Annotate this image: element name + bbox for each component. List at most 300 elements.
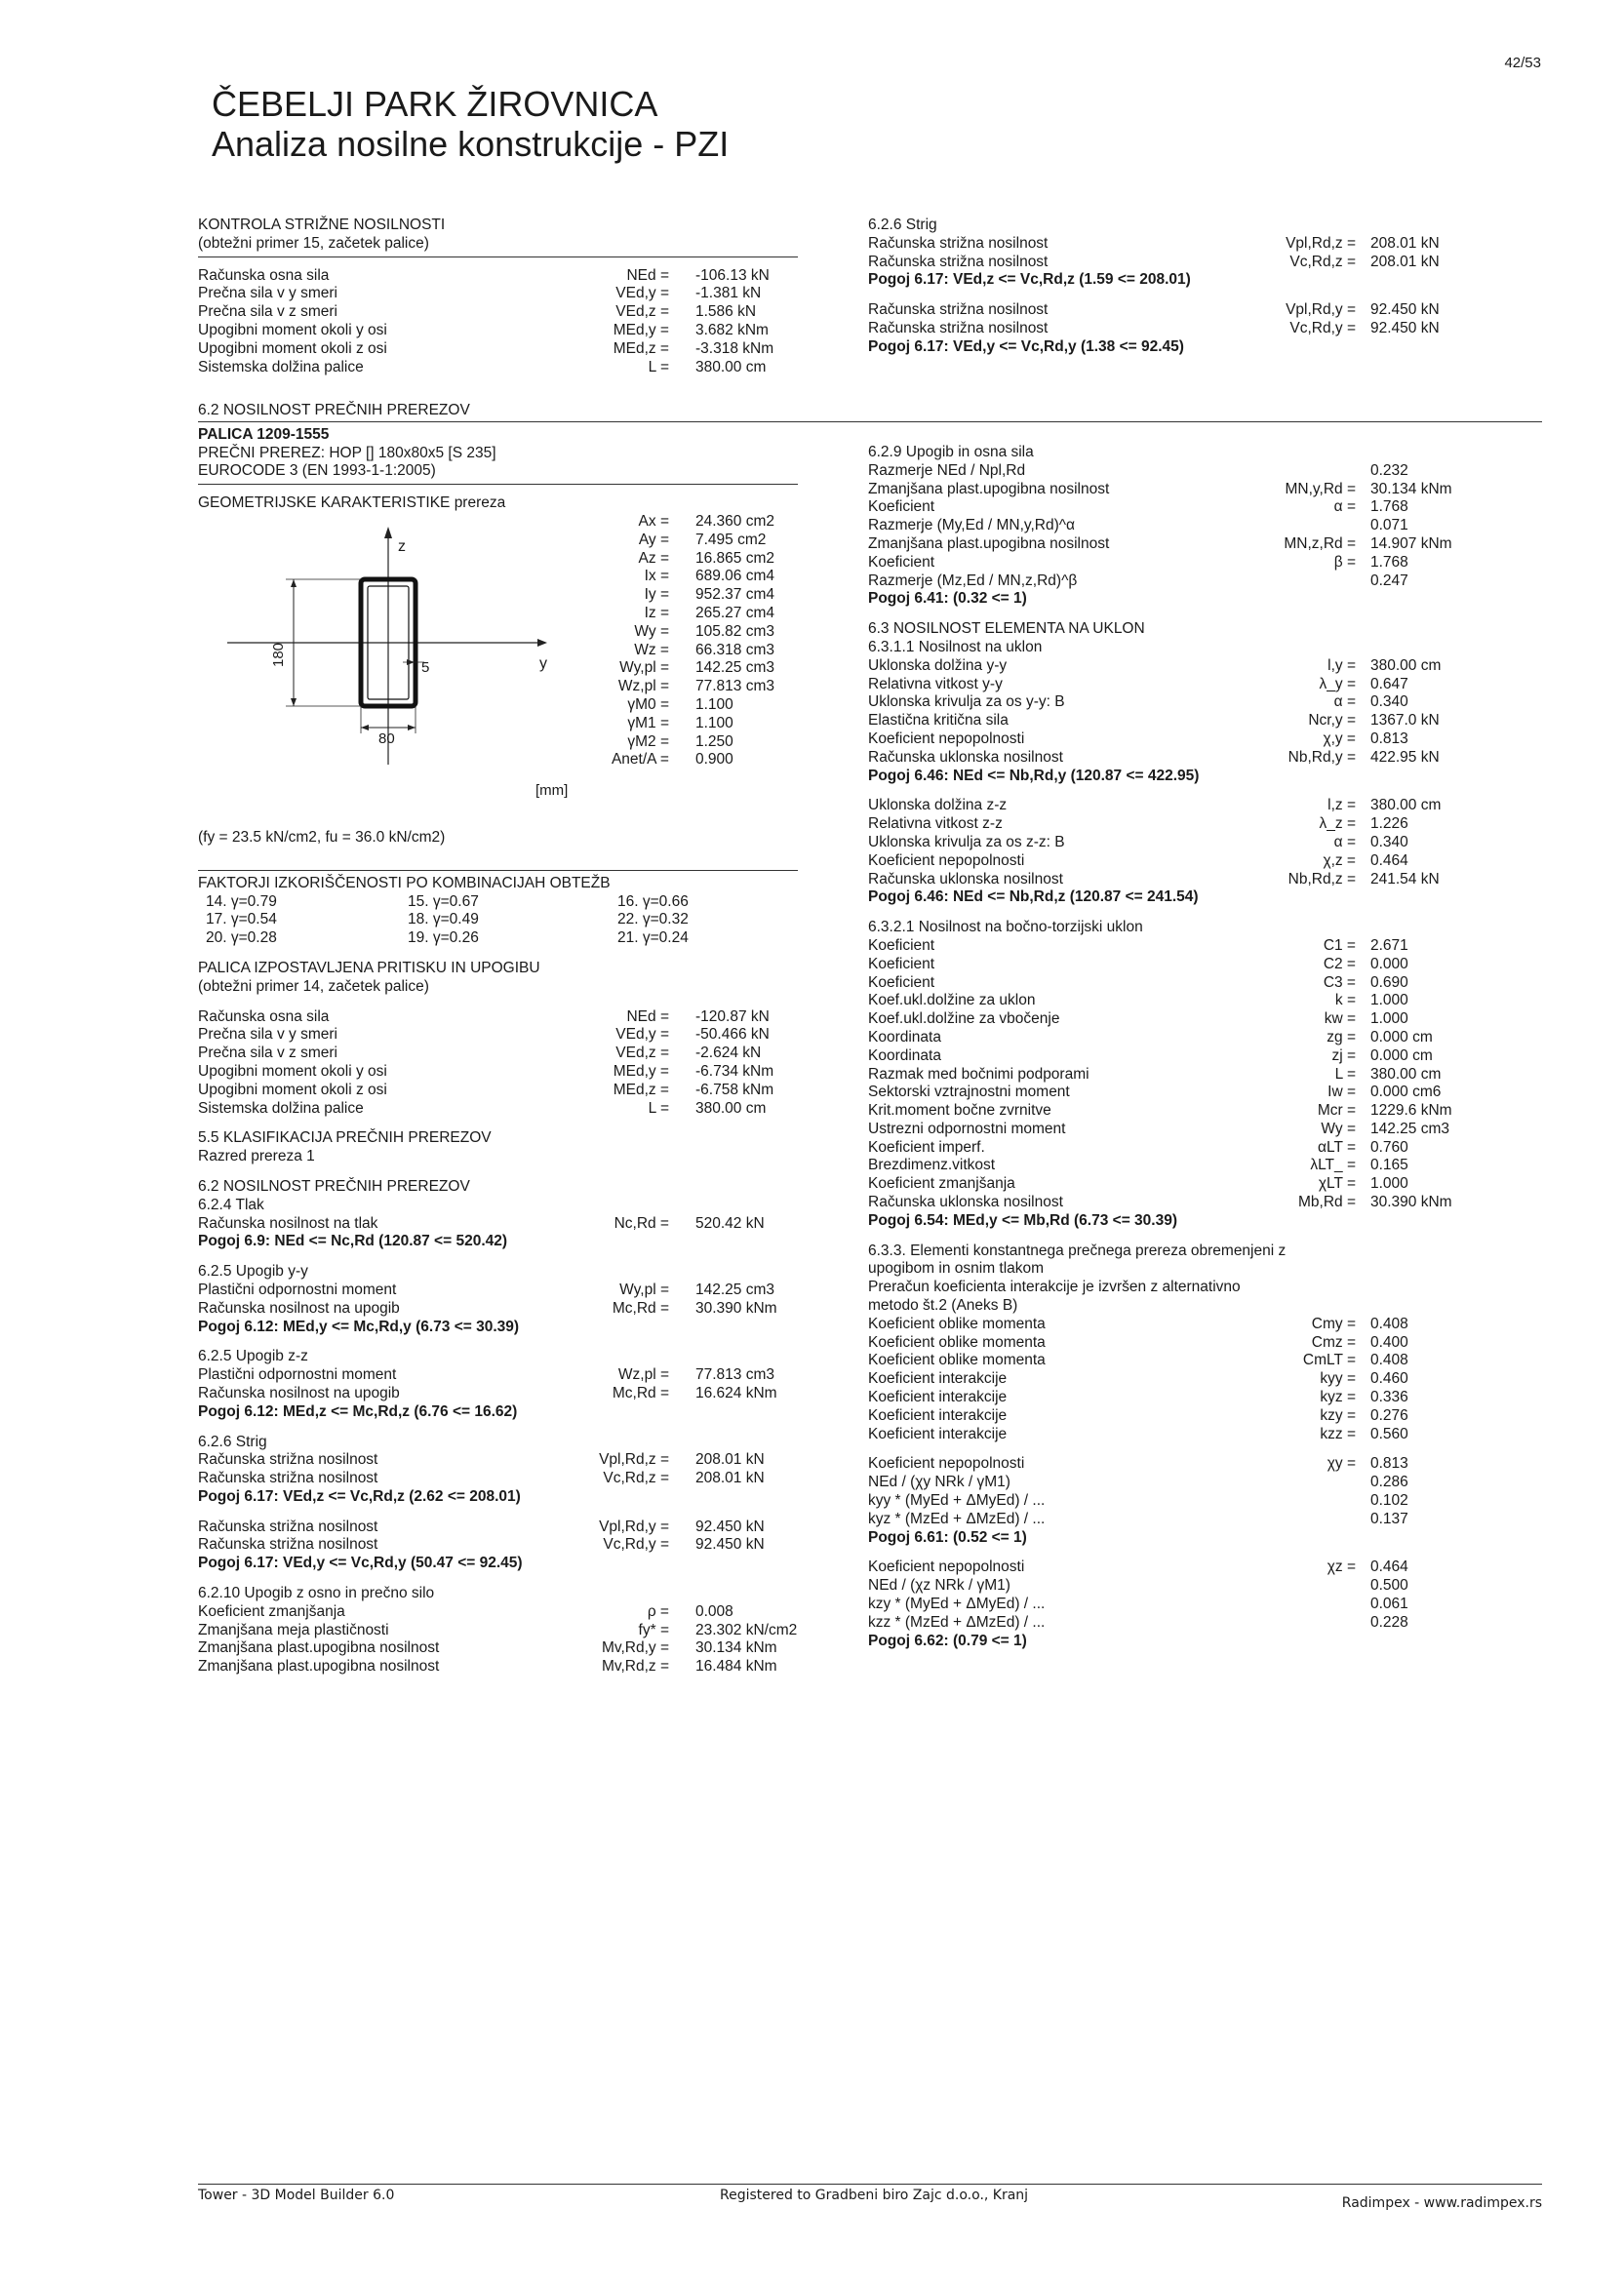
- row-value: 1.586 kN: [695, 303, 757, 321]
- subsection-title: 6.3.1.1 Nosilnost na uklon: [868, 638, 1043, 655]
- row-label: Koeficient oblike momenta: [868, 1315, 1046, 1332]
- row-value: 92.450 kN: [1370, 319, 1440, 336]
- subsection-title: 6.2.5 Upogib z-z: [198, 1348, 308, 1365]
- row-value: 0.400: [1370, 1333, 1408, 1351]
- check-line: Pogoj 6.17: VEd,y <= Vc,Rd,y (1.38 <= 92.45): [868, 337, 1184, 355]
- row-label: Računska nosilnost na upogib: [198, 1299, 400, 1317]
- right-column: [868, 217, 1551, 357]
- geometry-symbol: Wz =: [634, 641, 669, 658]
- geometry-row: [198, 678, 803, 696]
- data-row: [198, 1082, 803, 1100]
- row-label: Uklonska dolžina z-z: [868, 797, 1008, 814]
- row-symbol: zj =: [1331, 1046, 1356, 1064]
- data-row: [198, 1536, 803, 1555]
- divider: [198, 870, 798, 871]
- row-value: 0.102: [1370, 1492, 1408, 1510]
- fy-note: (fy = 23.5 kN/cm2, fu = 36.0 kN/cm2): [198, 828, 446, 846]
- row-label: Koeficient nepopolnosti: [868, 730, 1025, 747]
- geometry-symbol: γM2 =: [627, 732, 669, 750]
- axis-z-label: z: [398, 537, 406, 555]
- data-row: [868, 1316, 1551, 1334]
- section-subheading: (obtežni primer 15, začetek palice): [198, 234, 429, 252]
- factor-row: [198, 893, 803, 912]
- row-symbol: C3 =: [1323, 973, 1356, 991]
- subsection-title: 6.3.2.1 Nosilnost na bočno-torzijski uklon: [868, 919, 1143, 936]
- data-row: [198, 322, 803, 340]
- row-label: Zmanjšana plast.upogibna nosilnost: [868, 534, 1110, 552]
- left-column: [198, 217, 803, 398]
- row-label: Upogibni moment okoli y osi: [198, 1062, 387, 1080]
- row-symbol: Nb,Rd,y =: [1287, 748, 1356, 766]
- row-label: Uklonska dolžina y-y: [868, 656, 1008, 674]
- row-value: 0.647: [1370, 675, 1408, 692]
- row-value: 92.450 kN: [695, 1518, 765, 1535]
- geometry-value: 105.82 cm3: [695, 622, 774, 640]
- row-label: kzz * (MzEd + ΔMzEd) / ...: [868, 1613, 1046, 1631]
- row-label: kyy * (MyEd + ΔMyEd) / ...: [868, 1492, 1046, 1510]
- row-value: -6.734 kNm: [695, 1062, 774, 1080]
- row-label: Elastična kritična sila: [868, 712, 1009, 730]
- data-row: [868, 1175, 1551, 1194]
- row-value: 0.500: [1370, 1577, 1408, 1595]
- footer-registration: Registered to Gradbeni biro Zajc d.o.o., Kranj: [720, 2188, 1029, 2203]
- data-row: [868, 956, 1551, 974]
- row-value: 3.682 kNm: [695, 321, 769, 338]
- row-label: Računska strižna nosilnost: [198, 1536, 378, 1554]
- geometry-value: 0.900: [695, 751, 733, 769]
- section-heading: KONTROLA STRIŽNE NOSILNOSTI: [198, 217, 446, 233]
- row-label: Koef.ukl.dolžine za vbočenje: [868, 1010, 1060, 1028]
- row-value: 30.134 kNm: [1370, 480, 1452, 497]
- subsection-title: 6.2.9 Upogib in osna sila: [868, 444, 1034, 460]
- data-row: [868, 498, 1551, 517]
- footer-software: Tower - 3D Model Builder 6.0: [198, 2188, 395, 2203]
- data-row: [868, 320, 1551, 338]
- row-value: -6.758 kNm: [695, 1081, 774, 1098]
- row-label: Računska uklonska nosilnost: [868, 870, 1063, 888]
- geometry-row: [198, 605, 803, 623]
- check-line: Pogoj 6.61: (0.52 <= 1): [868, 1528, 1027, 1546]
- data-row: [868, 815, 1551, 834]
- row-value: -120.87 kN: [695, 1007, 770, 1025]
- check-line: Pogoj 6.41: (0.32 <= 1): [868, 590, 1027, 608]
- row-label: Koeficient: [868, 498, 935, 516]
- member-title: PALICA 1209-1555: [198, 425, 330, 443]
- row-value: 0.286: [1370, 1474, 1408, 1491]
- check-line: Pogoj 6.54: MEd,y <= Mb,Rd (6.73 <= 30.39): [868, 1211, 1178, 1229]
- row-symbol: Ncr,y =: [1308, 712, 1356, 730]
- data-row: [868, 1139, 1551, 1158]
- row-symbol: VEd,z =: [615, 1045, 669, 1062]
- geometry-value: 142.25 cm3: [695, 659, 774, 677]
- row-value: 16.624 kNm: [695, 1384, 777, 1401]
- row-symbol: Mb,Rd =: [1297, 1194, 1356, 1211]
- row-symbol: kyz =: [1320, 1389, 1356, 1406]
- row-symbol: Nb,Rd,z =: [1287, 870, 1356, 888]
- row-symbol: Vc,Rd,z =: [1289, 253, 1356, 270]
- row-value: 92.450 kN: [1370, 301, 1440, 319]
- geometry-row: [198, 733, 803, 752]
- row-symbol: Vpl,Rd,z =: [599, 1451, 669, 1469]
- row-symbol: NEd =: [626, 266, 669, 284]
- data-row: [198, 340, 803, 359]
- data-row: [198, 1470, 803, 1488]
- row-value: -2.624 kN: [695, 1045, 762, 1062]
- shear-rows-2: [198, 1519, 803, 1556]
- row-value: 0.340: [1370, 693, 1408, 711]
- row-symbol: χ,y =: [1323, 730, 1356, 747]
- row-value: 1.226: [1370, 815, 1408, 833]
- factor-cell: 16. γ=0.66: [617, 892, 689, 910]
- row-label: kzy * (MyEd + ΔMyEd) / ...: [868, 1596, 1046, 1613]
- geometry-value: 952.37 cm4: [695, 586, 774, 604]
- row-value: 0.760: [1370, 1138, 1408, 1156]
- row-value: 2.671: [1370, 936, 1408, 954]
- section-subheading: (obtežni primer 14, začetek palice): [198, 977, 429, 995]
- subsection-title: 6.2.6 Strig: [198, 1433, 267, 1450]
- factor-cell: 17. γ=0.54: [206, 911, 277, 928]
- row-value: 0.340: [1370, 833, 1408, 850]
- page-number: 42/53: [1504, 55, 1541, 71]
- row-label: Računska osna sila: [198, 1007, 330, 1025]
- row-value: 380.00 cm: [1370, 656, 1442, 674]
- row-symbol: Wy,pl =: [619, 1281, 669, 1298]
- row-value: 14.907 kNm: [1370, 534, 1452, 552]
- row-label: Sistemska dolžina palice: [198, 358, 364, 375]
- check-line: Pogoj 6.62: (0.79 <= 1): [868, 1632, 1027, 1649]
- thickness-dim-label: 5: [421, 658, 430, 676]
- geometry-row: [198, 568, 803, 586]
- data-row: [198, 359, 803, 377]
- geometry-symbol: Wy =: [634, 622, 669, 640]
- row-value: 0.408: [1370, 1352, 1408, 1369]
- data-row: [868, 462, 1551, 481]
- row-value: 0.408: [1370, 1315, 1408, 1332]
- row-label: Uklonska krivulja za os z-z: B: [868, 833, 1065, 850]
- row-label: Ustrezni odpornostni moment: [868, 1120, 1066, 1137]
- interaction-coefficients: [868, 1316, 1551, 1444]
- data-row: [868, 1066, 1551, 1085]
- geometry-value: 7.495 cm2: [695, 531, 767, 548]
- data-row: [868, 937, 1551, 956]
- row-label: Koeficient nepopolnosti: [868, 851, 1025, 869]
- check-line: Pogoj 6.17: VEd,z <= Vc,Rd,z (2.62 <= 208.01): [198, 1487, 521, 1505]
- row-value: 0.000 cm: [1370, 1028, 1433, 1045]
- row-label: Koeficient: [868, 553, 935, 571]
- left-column-lower: [198, 402, 803, 1677]
- row-symbol: χ,z =: [1323, 851, 1356, 869]
- row-value: 380.00 cm: [695, 358, 767, 375]
- row-value: 0.000 cm: [1370, 1046, 1433, 1064]
- data-row: [868, 730, 1551, 749]
- bending-z-rows: [198, 1366, 803, 1403]
- row-symbol: Mv,Rd,z =: [601, 1658, 669, 1676]
- divider: [198, 484, 798, 485]
- data-row: [868, 1370, 1551, 1389]
- row-label: kyz * (MzEd + ΔMzEd) / ...: [868, 1510, 1046, 1527]
- row-value: 0.071: [1370, 517, 1408, 534]
- row-value: 208.01 kN: [1370, 253, 1440, 270]
- row-value: 1367.0 kN: [1370, 712, 1440, 730]
- data-row: [868, 1407, 1551, 1426]
- geometry-row: [198, 715, 803, 733]
- subsection-title: 6.2.4 Tlak: [198, 1196, 264, 1213]
- geometry-row: [198, 550, 803, 569]
- code-reference: EUROCODE 3 (EN 1993-1-1:2005): [198, 462, 436, 480]
- factor-cell: 19. γ=0.26: [408, 929, 479, 947]
- row-label: Zmanjšana plast.upogibna nosilnost: [198, 1639, 440, 1657]
- geometry-value: 1.100: [695, 714, 733, 731]
- data-row: [868, 1121, 1551, 1139]
- geometry-value: 66.318 cm3: [695, 641, 774, 658]
- data-row: [868, 1084, 1551, 1102]
- data-row: [868, 974, 1551, 993]
- row-label: Zmanjšana meja plastičnosti: [198, 1621, 389, 1638]
- row-label: Računska uklonska nosilnost: [868, 748, 1063, 766]
- data-row: [198, 1063, 803, 1082]
- row-symbol: k =: [1334, 992, 1356, 1009]
- geometry-block: z y 180 80 5 [mm] Ax = 24.360 cm2 Ay = 7.495 cm2 Az = 16.865 cm2 Ix = 689.06 cm4 Iy = 952.37 cm4 Iz = 265.27 cm4 Wy = 105.82 cm3 Wz = 66.318 cm3 Wy,pl = 142.25 cm3 Wz,pl = 77.813 cm3 γM0 = 1.100 γM1 = 1.100 γM2 = 1.250 Anet/A = 0.900: [198, 521, 803, 843]
- shear-rows-1: [198, 1451, 803, 1488]
- row-label: Upogibni moment okoli z osi: [198, 1081, 387, 1098]
- subsection-note: metodo št.2 (Aneks B): [868, 1297, 1018, 1315]
- row-symbol: CmLT =: [1302, 1352, 1356, 1369]
- row-label: NEd / (χz NRk / γM1): [868, 1577, 1010, 1595]
- row-symbol: l,z =: [1327, 797, 1356, 814]
- width-dim-label: 80: [378, 730, 395, 747]
- row-value: 0.460: [1370, 1370, 1408, 1388]
- row-value: 1.000: [1370, 1010, 1408, 1028]
- data-row: [198, 1008, 803, 1027]
- row-label: Računska strižna nosilnost: [868, 253, 1049, 270]
- row-value: 0.232: [1370, 461, 1408, 479]
- buckling-y-rows: [868, 657, 1551, 768]
- geometry-row: [198, 623, 803, 642]
- row-value: 0.137: [1370, 1510, 1408, 1527]
- data-row: [198, 1282, 803, 1300]
- data-row: [868, 749, 1551, 768]
- data-row: [868, 1389, 1551, 1407]
- geometry-symbol: Ax =: [638, 512, 669, 530]
- geometry-symbol: γM0 =: [627, 695, 669, 713]
- row-symbol: Vpl,Rd,z =: [1286, 234, 1356, 252]
- row-value: 0.247: [1370, 572, 1408, 589]
- unit-label: [mm]: [535, 781, 569, 799]
- footer-divider: [198, 2184, 1542, 2185]
- row-value: 30.134 kNm: [695, 1639, 777, 1657]
- row-label: Koeficient imperf.: [868, 1138, 985, 1156]
- factor-cell: 21. γ=0.24: [617, 929, 689, 947]
- check-line: Pogoj 6.12: MEd,z <= Mc,Rd,z (6.76 <= 16.62): [198, 1402, 518, 1420]
- section-heading: 6.3 NOSILNOST ELEMENTA NA UKLON: [868, 620, 1145, 638]
- data-row: [868, 797, 1551, 815]
- data-row: [868, 235, 1551, 254]
- row-value: 208.01 kN: [695, 1451, 765, 1469]
- row-label: Koeficient interakcije: [868, 1406, 1008, 1424]
- row-value: 1.000: [1370, 992, 1408, 1009]
- row-label: Upogibni moment okoli y osi: [198, 321, 387, 338]
- row-symbol: Cmy =: [1311, 1315, 1356, 1332]
- row-value: 1.768: [1370, 553, 1408, 571]
- data-row: [198, 1519, 803, 1537]
- row-symbol: Cmz =: [1311, 1333, 1356, 1351]
- row-label: Koeficient interakcije: [868, 1370, 1008, 1388]
- row-value: 0.061: [1370, 1596, 1408, 1613]
- bending-y-rows: [198, 1282, 803, 1319]
- row-symbol: L =: [648, 1099, 669, 1117]
- row-value: 92.450 kN: [695, 1536, 765, 1554]
- row-value: 30.390 kNm: [695, 1299, 777, 1317]
- row-symbol: kzy =: [1320, 1406, 1356, 1424]
- row-label: Koeficient interakcije: [868, 1389, 1008, 1406]
- geometry-row: [198, 586, 803, 605]
- row-label: Koeficient zmanjšanja: [198, 1602, 345, 1620]
- geometry-symbol: Anet/A =: [611, 751, 669, 769]
- data-row: [868, 1455, 1551, 1474]
- factor-cell: 20. γ=0.28: [206, 929, 277, 947]
- row-label: Relativna vitkost z-z: [868, 815, 1003, 833]
- data-row: [868, 1614, 1551, 1633]
- subsection-title: 6.2.6 Strig: [868, 217, 937, 233]
- compression-rows: [198, 1215, 803, 1234]
- geometry-value: 689.06 cm4: [695, 568, 774, 585]
- row-symbol: C1 =: [1323, 936, 1356, 954]
- row-symbol: χLT =: [1318, 1175, 1356, 1193]
- factor-row: [198, 911, 803, 929]
- factor-cell: 15. γ=0.67: [408, 892, 479, 910]
- row-label: Računska osna sila: [198, 266, 330, 284]
- row-symbol: Mc,Rd =: [612, 1384, 669, 1401]
- data-row: [868, 1157, 1551, 1175]
- row-symbol: L =: [1334, 1065, 1356, 1083]
- bending-axial-rows: [868, 462, 1551, 591]
- data-row: [868, 871, 1551, 889]
- row-label: Prečna sila v z smeri: [198, 303, 337, 321]
- row-label: Računska nosilnost na upogib: [198, 1384, 400, 1401]
- row-value: 0.464: [1370, 1558, 1408, 1576]
- data-row: [198, 1045, 803, 1063]
- data-row: [868, 1511, 1551, 1529]
- data-row: [868, 676, 1551, 694]
- interaction-y-rows: [868, 1455, 1551, 1528]
- row-label: Koeficient nepopolnosti: [868, 1558, 1025, 1576]
- row-value: -1.381 kN: [695, 285, 762, 302]
- row-label: Razmerje (My,Ed / MN,y,Rd)^α: [868, 517, 1076, 534]
- row-label: Koeficient: [868, 973, 935, 991]
- data-row: [198, 1385, 803, 1403]
- row-value: 0.690: [1370, 973, 1408, 991]
- row-value: 0.560: [1370, 1425, 1408, 1442]
- row-label: Koeficient: [868, 936, 935, 954]
- divider: [198, 256, 798, 257]
- row-label: NEd / (χy NRk / γM1): [868, 1474, 1010, 1491]
- check-line: Pogoj 6.46: NEd <= Nb,Rd,y (120.87 <= 422.95): [868, 767, 1200, 784]
- row-symbol: Wy =: [1321, 1120, 1356, 1137]
- row-label: Koordinata: [868, 1046, 941, 1064]
- row-symbol: ρ =: [647, 1602, 669, 1620]
- row-label: Koeficient nepopolnosti: [868, 1455, 1025, 1473]
- geometry-row: [198, 513, 803, 532]
- geometry-row: [198, 696, 803, 715]
- row-symbol: kyy =: [1320, 1370, 1356, 1388]
- row-value: 0.008: [695, 1602, 733, 1620]
- data-row: [198, 285, 803, 303]
- geometry-value: 16.865 cm2: [695, 549, 774, 567]
- section-heading: 6.2 NOSILNOST PREČNIH PREREZOV: [198, 402, 470, 418]
- shear-rows-right-1: [868, 235, 1551, 272]
- data-row: [868, 992, 1551, 1010]
- geometry-value: 1.100: [695, 695, 733, 713]
- factor-cell: 18. γ=0.49: [408, 911, 479, 928]
- data-row: [868, 1047, 1551, 1066]
- row-value: 0.813: [1370, 1455, 1408, 1473]
- section-heading: PALICA IZPOSTAVLJENA PRITISKU IN UPOGIBU: [198, 959, 540, 976]
- row-label: Koeficient interakcije: [868, 1425, 1008, 1442]
- data-row: [868, 572, 1551, 591]
- row-symbol: λ_z =: [1319, 815, 1356, 833]
- row-symbol: zg =: [1327, 1028, 1356, 1045]
- footer-vendor: Radimpex - www.radimpex.rs: [1341, 2195, 1542, 2211]
- row-value: 0.000 cm6: [1370, 1084, 1442, 1101]
- axis-y-label: y: [539, 654, 547, 672]
- data-row: [198, 1300, 803, 1319]
- row-value: 30.390 kNm: [1370, 1194, 1452, 1211]
- row-label: Zmanjšana plast.upogibna nosilnost: [868, 480, 1110, 497]
- row-value: 0.464: [1370, 851, 1408, 869]
- data-row: [198, 1366, 803, 1385]
- bending-axial-shear-rows: [198, 1603, 803, 1677]
- data-row: [198, 303, 803, 322]
- data-row: [198, 1100, 803, 1119]
- factor-cell: 14. γ=0.79: [206, 892, 277, 910]
- data-row: [868, 254, 1551, 272]
- row-value: 380.00 cm: [1370, 1065, 1442, 1083]
- row-value: 380.00 cm: [695, 1099, 767, 1117]
- row-value: 142.25 cm3: [695, 1281, 774, 1298]
- factor-row: [198, 929, 803, 948]
- row-label: Prečna sila v y smeri: [198, 285, 337, 302]
- row-value: 208.01 kN: [1370, 234, 1440, 252]
- document-title: ČEBELJI PARK ŽIROVNICA: [212, 84, 658, 124]
- row-label: Razmerje (Mz,Ed / MN,z,Rd)^β: [868, 572, 1078, 589]
- data-row: [868, 1334, 1551, 1353]
- data-row: [868, 852, 1551, 871]
- data-row: [868, 1492, 1551, 1511]
- check-line: Pogoj 6.17: VEd,y <= Vc,Rd,y (50.47 <= 92.45): [198, 1555, 523, 1572]
- lateral-torsional-rows: [868, 937, 1551, 1212]
- row-symbol: Mc,Rd =: [612, 1299, 669, 1317]
- forces-list-2: [198, 1008, 803, 1119]
- row-symbol: MEd,z =: [613, 339, 669, 357]
- row-symbol: kw =: [1324, 1010, 1356, 1028]
- row-value: 0.813: [1370, 730, 1408, 747]
- data-row: [868, 1426, 1551, 1444]
- row-value: 241.54 kN: [1370, 870, 1440, 888]
- row-symbol: VEd,z =: [615, 303, 669, 321]
- geometry-symbol: Az =: [638, 549, 669, 567]
- subsection-title: upogibom in osnim tlakom: [868, 1260, 1045, 1278]
- row-symbol: χy =: [1327, 1455, 1356, 1473]
- row-symbol: Nc,Rd =: [614, 1214, 669, 1232]
- data-row: [198, 1451, 803, 1470]
- check-line: Pogoj 6.46: NEd <= Nb,Rd,z (120.87 <= 241.54): [868, 888, 1199, 906]
- geometry-symbol: Wz,pl =: [617, 678, 669, 695]
- row-symbol: Vc,Rd,y =: [1289, 319, 1356, 336]
- row-symbol: MN,y,Rd =: [1285, 480, 1356, 497]
- section-subheading: Razred prereza 1: [198, 1148, 315, 1165]
- subsection-title: 6.2.10 Upogib z osno in prečno silo: [198, 1585, 435, 1602]
- row-value: 77.813 cm3: [695, 1366, 774, 1384]
